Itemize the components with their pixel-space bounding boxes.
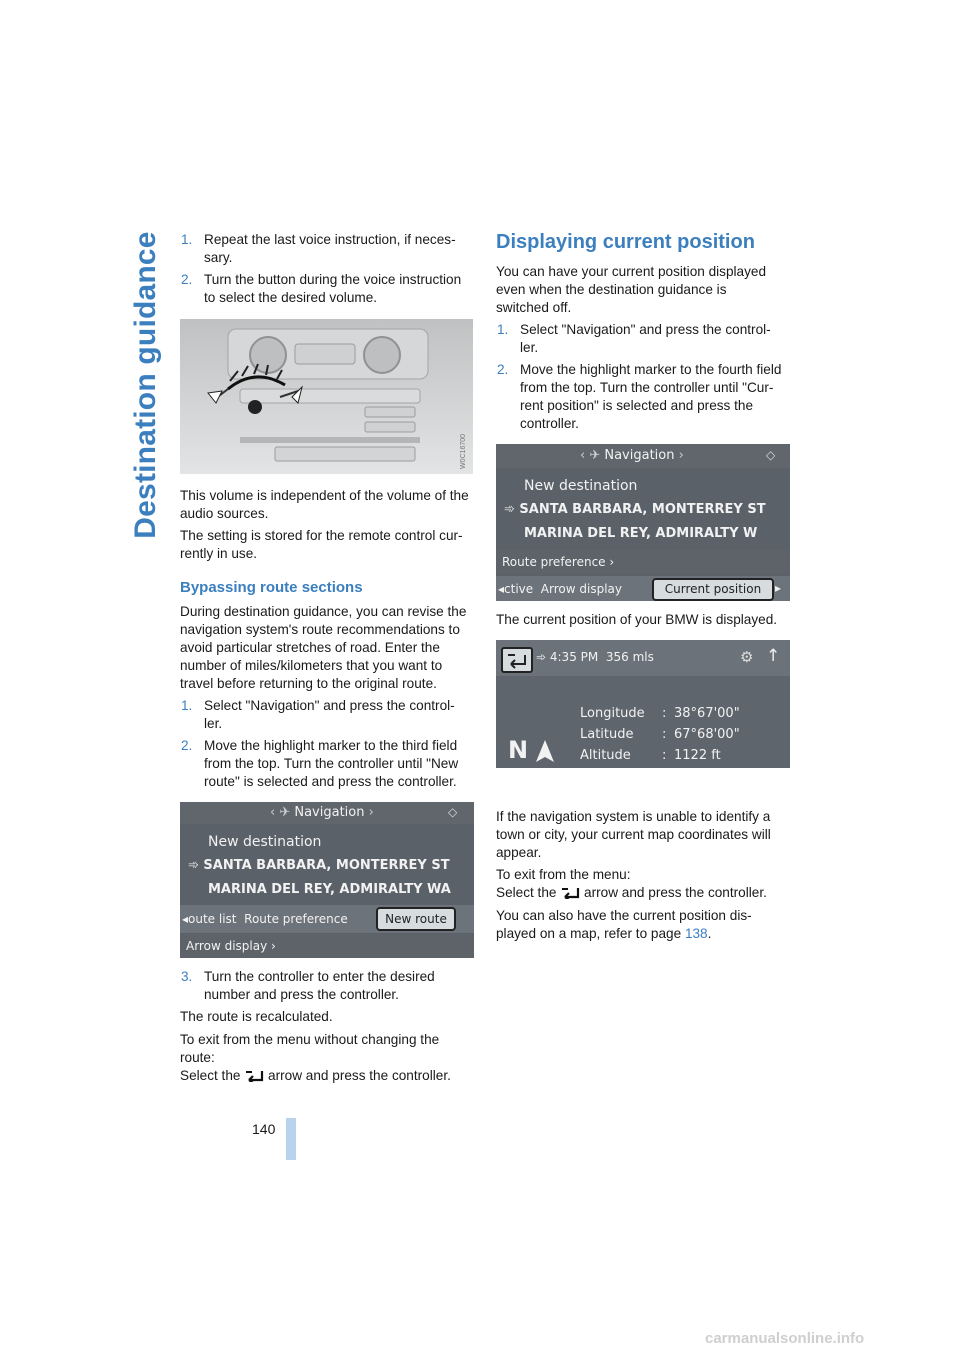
paragraph: During destination guidance, you can revise the	[180, 604, 467, 619]
page-number: 140	[252, 1121, 276, 1137]
paragraph: travel before returning to the original route.	[180, 676, 437, 691]
step-text: to select the desired volume.	[204, 290, 378, 305]
paragraph: This volume is independent of the volume of the	[180, 488, 469, 503]
section-heading: Bypassing route sections	[180, 579, 363, 596]
new-destination-item: New destination	[208, 834, 322, 850]
step-number: 2.	[497, 362, 509, 377]
longitude-label: Longitude	[580, 706, 645, 721]
paragraph: audio sources.	[180, 506, 269, 521]
back-arrow-icon	[560, 886, 580, 899]
arrow-left-icon: ◂	[498, 582, 505, 596]
step-text: Move the highlight marker to the fourth field	[520, 362, 782, 377]
gear-icon: ⚙	[740, 648, 754, 666]
nav-menu-bar: ◂oute list Route preference	[182, 912, 348, 926]
step-text: number and press the controller.	[204, 987, 399, 1002]
step-number: 3.	[181, 969, 193, 984]
altitude-value: 1122 ft	[674, 748, 721, 763]
distance-value: 356 mls	[605, 650, 654, 664]
console-photo-drawing	[180, 319, 473, 474]
destination-item: ➾ SANTA BARBARA, MONTERREY ST	[188, 858, 450, 873]
settings-icon: ◇	[448, 805, 458, 819]
paragraph: appear.	[496, 845, 542, 860]
paragraph: rently in use.	[180, 546, 258, 561]
route-arrow-icon: ➾	[536, 650, 550, 664]
arrow-right-icon: ▸	[775, 581, 782, 595]
back-button[interactable]	[501, 647, 533, 673]
paragraph: route:	[180, 1050, 215, 1065]
paragraph: The setting is stored for the remote control cur-	[180, 528, 463, 543]
paragraph: To exit from the menu:	[496, 867, 631, 882]
route-arrow-icon: ➾	[504, 502, 520, 517]
page-marker	[286, 1118, 296, 1160]
paragraph: navigation system's route recommendations to	[180, 622, 460, 637]
step-text: from the top. Turn the controller until "New	[204, 756, 459, 771]
footer-watermark: carmanualsonline.info	[705, 1330, 865, 1347]
paragraph: If the navigation system is unable to identify a	[496, 809, 771, 824]
step-text: Select "Navigation" and press the control-	[520, 322, 771, 337]
paragraph: played on a map, refer to page 138.	[496, 926, 712, 941]
side-title: Destination guidance	[129, 231, 162, 539]
paragraph: The route is recalculated.	[180, 1009, 333, 1024]
step-text: Turn the controller to enter the desired	[204, 969, 435, 984]
paragraph: To exit from the menu without changing the	[180, 1032, 440, 1047]
coordinates-screen	[496, 640, 790, 768]
nav-title-row: ‹ ✈ Navigation ›	[270, 805, 374, 820]
step-number: 2.	[181, 738, 193, 753]
north-indicator: N	[508, 736, 529, 764]
up-arrow-icon: ↑	[766, 646, 781, 666]
step-number: 1.	[497, 322, 509, 337]
colon: :	[662, 748, 667, 763]
step-text: sary.	[204, 250, 233, 265]
nav-screen-current-position	[496, 444, 790, 601]
paragraph: town or city, your current map coordinates will	[496, 827, 771, 842]
current-position-highlight: Current position	[652, 578, 774, 601]
new-route-highlight: New route	[376, 907, 456, 931]
latitude-label: Latitude	[580, 727, 634, 742]
photo-code: W0C16700	[460, 433, 467, 469]
paragraph: avoid particular stretches of road. Enter the	[180, 640, 440, 655]
destination-item: MARINA DEL REY, ADMIRALTY W	[524, 526, 758, 541]
step-text: controller.	[520, 416, 579, 431]
paragraph: Select the arrow and press the controller.	[180, 1068, 451, 1083]
nav-title: Navigation	[604, 448, 675, 463]
colon: :	[662, 706, 667, 721]
page-link[interactable]: 138	[684, 926, 708, 941]
colon: :	[662, 727, 667, 742]
arrow-left-icon: ◂	[182, 912, 189, 926]
longitude-value: 38°67'00"	[674, 706, 740, 721]
step-text: ler.	[204, 716, 223, 731]
step-text: from the top. Turn the controller until "Cur-	[520, 380, 774, 395]
paragraph: You can have your current position displayed	[496, 264, 767, 279]
step-text: ler.	[520, 340, 539, 355]
paragraph: number of miles/kilometers that you want to	[180, 658, 443, 673]
paragraph: You can also have the current position dis-	[496, 908, 752, 923]
console-photo	[180, 319, 473, 474]
direction-arrow-icon	[536, 740, 554, 762]
step-number: 1.	[181, 698, 193, 713]
step-text: rent position" is selected and press the	[520, 398, 754, 413]
step-text: route" is selected and press the controller.	[204, 774, 457, 789]
paragraph: The current position of your BMW is displayed.	[496, 612, 778, 627]
new-destination-item: New destination	[524, 478, 638, 494]
nav-title-row: ‹ ✈ Navigation ›	[580, 448, 684, 463]
destination-item: MARINA DEL REY, ADMIRALTY WA	[208, 882, 451, 897]
time-value: 4:35 PM	[549, 650, 599, 664]
latitude-value: 67°68'00"	[674, 727, 740, 742]
step-number: 2.	[181, 272, 193, 287]
route-arrow-icon: ➾	[188, 858, 204, 873]
nav-menu-bar: ◂ctive Arrow display	[498, 582, 622, 596]
paragraph: Select the arrow and press the controller.	[496, 885, 767, 900]
back-arrow-icon	[244, 1069, 264, 1082]
arrow-display-item: Arrow display ›	[186, 939, 276, 953]
route-preference-item: Route preference ›	[502, 555, 615, 569]
altitude-label: Altitude	[580, 748, 631, 763]
step-text: Select "Navigation" and press the control-	[204, 698, 455, 713]
step-text: Turn the button during the voice instruction	[204, 272, 462, 287]
step-text: Move the highlight marker to the third field	[204, 738, 458, 753]
step-text: Repeat the last voice instruction, if neces-	[204, 232, 456, 247]
paragraph: even when the destination guidance is	[496, 282, 727, 297]
nav-screen-new-route	[180, 802, 474, 958]
paragraph: switched off.	[496, 300, 572, 315]
nav-title: Navigation	[294, 805, 365, 820]
settings-icon: ◇	[766, 448, 776, 462]
back-arrow-icon	[503, 649, 531, 671]
step-number: 1.	[181, 232, 193, 247]
section-heading: Displaying current position	[496, 231, 755, 253]
destination-item: ➾ SANTA BARBARA, MONTERREY ST	[504, 502, 766, 517]
